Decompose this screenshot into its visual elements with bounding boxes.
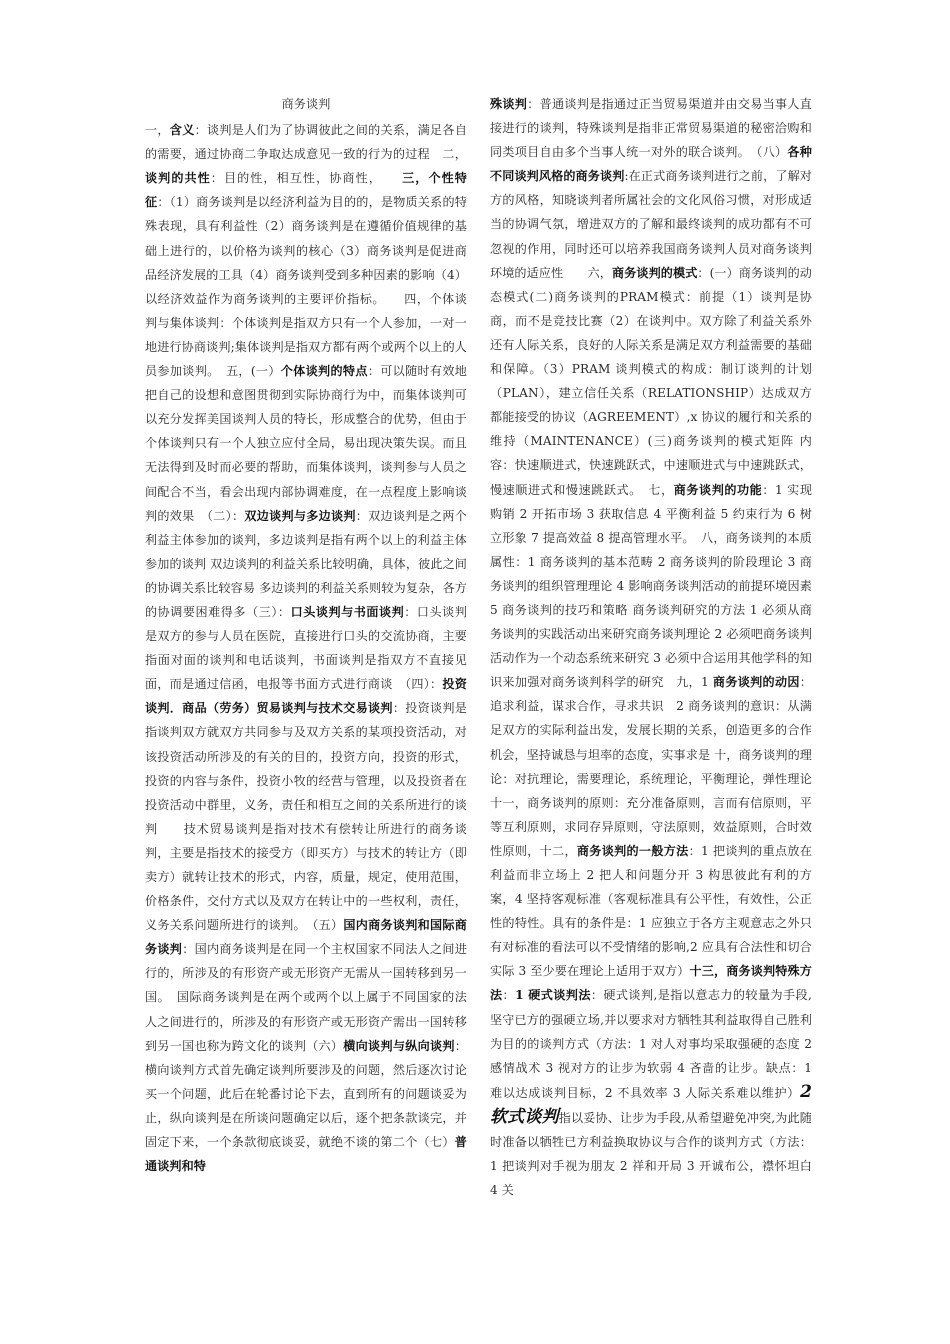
bold-heading-run: 普通谈判和特 [145,1135,467,1174]
right-column-text [490,92,812,1202]
bold-heading-run: 个体谈判的特点 [280,364,368,379]
text-run: :在正式商务谈判进行之前，了解对方的风格，知晓谈判者所属社会的文化风俗习惯，对形成适当的协调气氛，增进双方的了解和最终谈判的成功都有不可忽视的作用，同时还可以培养我国商务谈判人员对商务谈判环境的适应性 六， [490,169,812,280]
text-run: ：国内商务谈判是在同一个主权国家不同法人之间进行的，所涉及的有形资产或无形资产无需从一国转移到另一国。 国际商务谈判是在两个或两个以上属于不同国家的法人之间进行的，所涉及的有形资产或无形资产需出一国转移到另一国也称为跨文化的谈判（六） [145,942,467,1053]
right-column [490,92,812,1202]
text-run: 一， [145,123,170,138]
text-run: ：投资谈判是指谈判双方就双方共同参与及双方关系的某项投资活动，对该投资活动所涉及的有关的目的，投资方向，投资的形式，投资的内容与条件，投资小牧的经营与管理，以及投资者在投资活动中群里，义务，责任和相互之间的关系所进行的谈判 技术贸易谈判是指对技术有偿转让所进行的商务谈判，主要是指技术的接受方（即买方）与技术的转让方（即卖方）就转让技术的形式，内容，质量，规定，使用范围，价格条件，交付方式以及双方在转让中的一些权利，责任，义务关系问题所进行的谈判。 （五） [145,701,467,933]
bold-heading-run: 谈判的共性 [145,171,211,186]
bold-heading-run: 商务谈判的动因 [712,675,800,690]
bold-heading-run: 殊谈判 [490,97,528,111]
text-run: ：谈判是人们为了协调彼此之间的关系，满足各自的需要，通过协商二争取达成意见一致的行为的过程 二， [145,123,468,162]
bold-heading-run: 十三，商务谈判特殊方法 [490,964,812,1003]
text-run: ：目的性，相互性，协商性， [210,171,403,186]
text-run: ：硬式谈判,是指以意志力的较量为手段,坚守已方的强硬立场,并以要求对方牺牲其利益取得自己胜利为目的的谈判方式（方法：1 对人对事均采取强硬的态度 2 感情战术 3 视对方的让步为软弱 4 吝啬的让步。缺点：1 难以达成谈判目标，2 不具效率 3 人际关系难以维护） [490,988,812,1100]
large-heading-run: 2 软式谈判 [490,1081,812,1127]
text-run: ：追求利益，谋求合作，寻求共识 2 商务谈判的意识：从满足双方的实际利益出发，发展长期的关系，创造更多的合作机会，坚持诚恳与坦率的态度，实事求是 十，商务谈判的理论：对抗理论，需要理论，系统理论，平衡理论，弹性理论 十一，商务谈判的原则：充分准备原则，言而有信原则，平等互利原则，求同存异原则，守法原则，效益原则，合时效性原则，十二， [490,675,812,858]
bold-heading-run: 商务谈判的一般方法 [576,843,689,858]
text-run: ：普通谈判是指通过正当贸易渠道并由交易当事人直接进行的谈判，特殊谈判是指非正常贸易渠道的秘密洽购和同类项目自由多个当事人统一对外的联合谈判。 （八） [490,97,812,160]
left-column-text [145,118,467,1178]
text-run: ：可以随时有效地把自己的设想和意图贯彻到实际协商行为中，而集体谈判可以充分发挥美国谈判人员的特长，形成整合的优势，但由于个体谈判只有一个人独立应付全局，易出现决策失误。而且无法得到及时而必要的帮助，而集体谈判，谈判参与人员之间配合不当，看会出现内部协调难度，在一点程度上影响谈判的效果 （二）： [145,364,467,523]
text-run: ： [502,988,516,1003]
text-run: ：横向谈判方式首先确定谈判所要涉及的问题，然后逐次讨论买一个问题，此后在轮番讨论下去，直到所有的问题谈妥为止，纵向谈判是在所谈问题确定以后，逐个把条款谈完，并固定下来，一个条款彻底谈妥，就绝不谈的第二个（七） [145,1038,467,1150]
bold-heading-run: 投资谈判．商品（劳务）贸易谈判与技术交易谈判 [145,677,467,716]
bold-heading-run: 各种不同谈判风格的商务谈判 [490,145,812,184]
text-run: 指以妥协、让步为手段,从希望避免冲突,为此随时准备以牺牲已方利益换取协议与合作的谈判方式（方法：1 把谈判对手视为朋友 2 祥和开局 3 开诚布公，襟怀坦白 4 关 [490,1110,813,1198]
bold-heading-run: 口头谈判与书面谈判 [290,604,405,619]
bold-heading-run: 商务谈判的模式 [612,265,698,280]
bold-heading-run: 1 硬式谈判法 [515,988,591,1003]
text-run: ：1 把谈判的重点放在利益而非立场上 2 把人和问题分开 3 构思彼此有利的方案，4 坚持客观标准（客观标准具有公平性，有效性，公正性的特性。具有的条件是：1 应独立于各方主观意志之外只有对标准的看法可以不受情绪的影响,2 应具有合法性和切合实际 3 至少要在理论上适用于双方） [490,843,813,979]
bold-heading-run: 含义 [169,123,195,138]
text-run: ：口头谈判是双方的参与人员在医院，直接进行口头的交流协商，主要指面对面的谈判和电话谈判，书面谈判是指双方不直接见面，而是通过信函，电报等书面方式进行商谈 （四）： [145,604,467,692]
text-run: ：1 实现购销 2 开拓市场 3 获取信息 4 平衡利益 5 约束行为 6 树立形象 7 提高效益 8 提高管理水平。 八，商务谈判的本质属性：1 商务谈判的基本范畴 2 商务谈判的阶段理论 3 商务谈判的组织管理理论 4 影响商务谈判活动的前提环境因素 5 商务谈判的技巧和策略 商务谈判研究的方法 1 必须从商务谈判的实践活动出来研究商务谈判理论 2 必须吧商务谈判活动作为一个动态系统来研究 3 必须中合运用其他学科的知识来加强对商务谈判科学的研究 九，1 [490,482,813,690]
bold-heading-run: 商务谈判的功能 [673,482,763,497]
bold-heading-run: 国内商务谈判和国际商务谈判 [145,918,467,957]
bold-heading-run: 横向谈判与纵向谈判 [343,1038,455,1053]
text-run: ：双边谈判是之两个利益主体参加的谈判，多边谈判是指有两个以上的利益主体参加的谈判 双边谈判的利益关系比较明确，具体，彼此之间的协调关系比较容易 多边谈判的利益关系则较为复杂，各方的协调要困难得多（三）： [145,508,467,619]
left-column [145,92,467,1178]
bold-heading-run: 双边谈判与多边谈判 [244,508,356,523]
bold-heading-run: 三，个性特征 [145,171,467,210]
page-title: 商务谈判 [281,97,331,111]
text-run: ：（1）商务谈判是以经济利益为目的的，是物质关系的特殊表现，具有利益性（2）商务谈判是在遵循价值规律的基础上进行的，以价格为谈判的核心（3）商务谈判是促进商品经济发展的工具（4）商务谈判受到多种因素的影响（4）以经济效益作为商务谈判的主要评价指标。 四，个体谈判与集体谈判：个体谈判是指双方只有一个人参加，一对一地进行协商谈判;集体谈判是指双方都有两个或两个以上的人员参加谈判。 五，(一） [145,195,467,379]
text-run: ：(一）商务谈判的动态模式(二)商务谈判的PRAM模式：前提（1）谈判是协商，而不是竞技比赛（2）在谈判中。双方除了利益关系外还有人际关系，良好的人际关系是满足双方利益需要的基础和保障。（3）PRAM 谈判模式的构成：制订谈判的计划（PLAN），建立信任关系（RELATIONSHIP）达成双方都能接受的协议（AGREEMENT）,x 协议的履行和关系的维持（MAINTENANCE）(三)商务谈判的模式矩阵 内容：快速顺进式，快速跳跃式，中速顺进式与中速跳跃式，慢速顺进式和慢速跳跃式。 七， [490,265,812,497]
